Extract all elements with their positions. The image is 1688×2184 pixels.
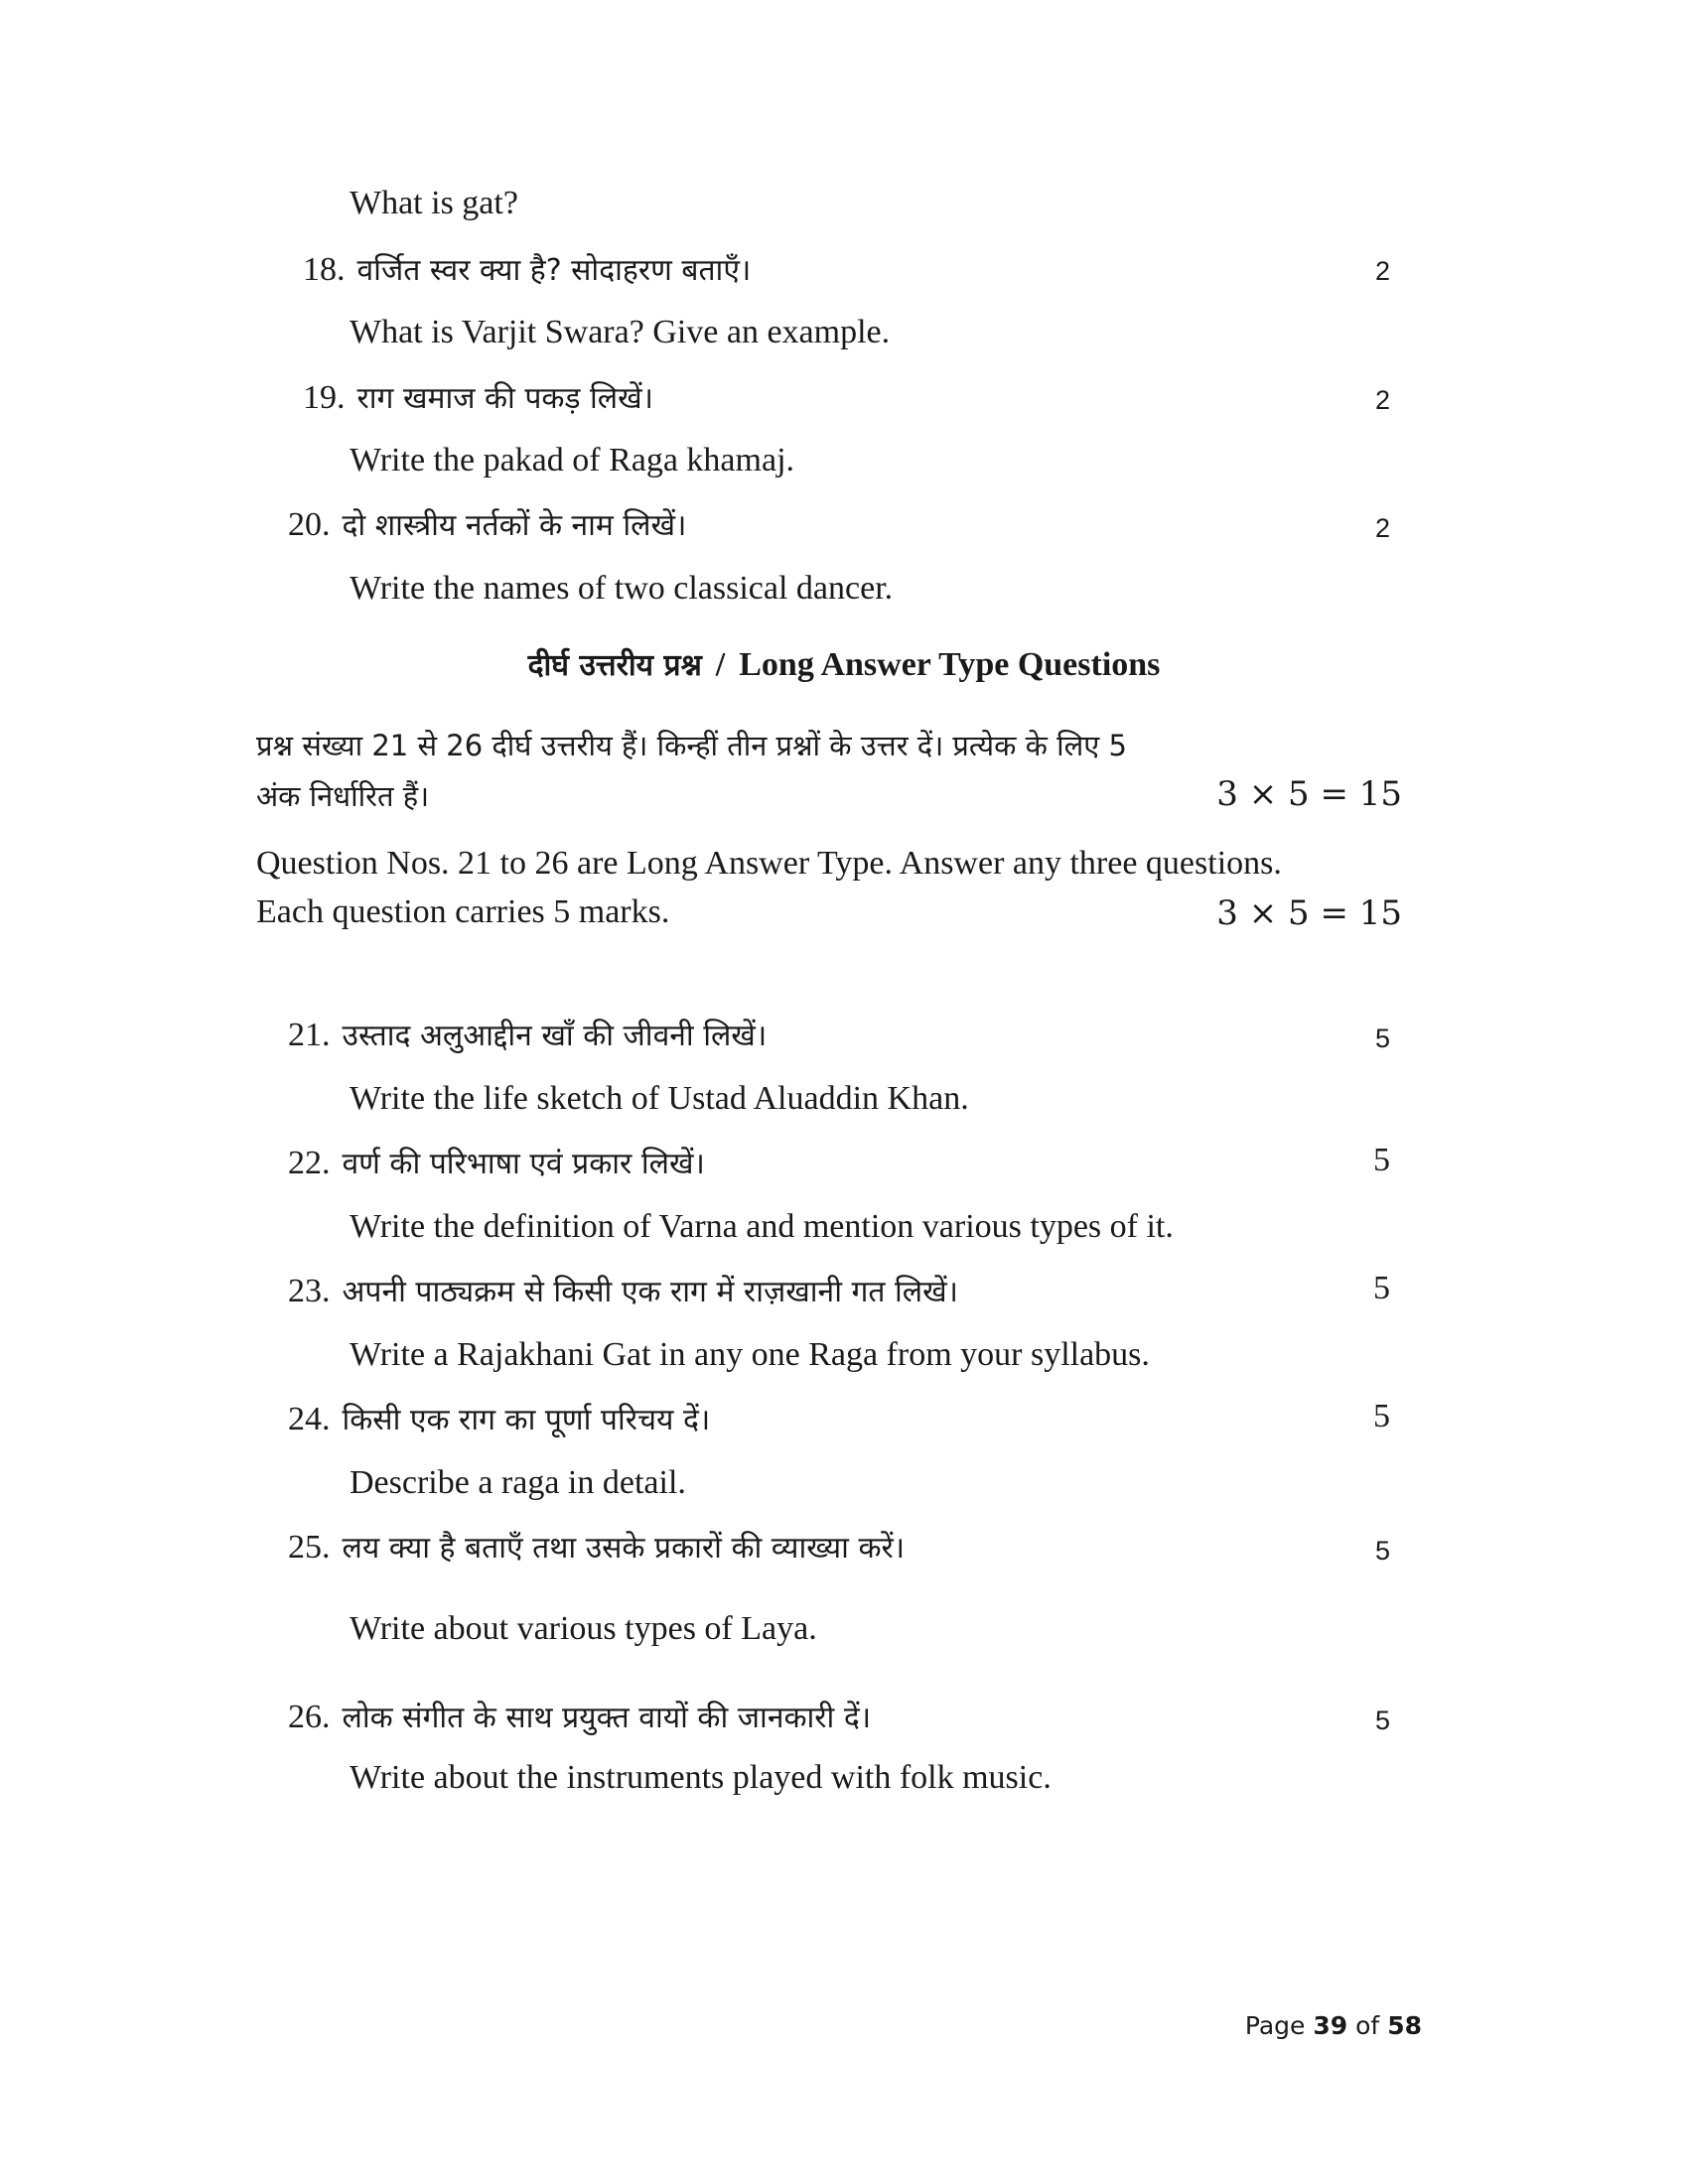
question-english: Write about the instruments played with folk music.: [350, 1759, 1052, 1796]
question-number: 25.: [288, 1529, 331, 1566]
question-marks: 5: [1374, 1536, 1390, 1566]
question-hindi: अपनी पाठ्यक्रम से किसी एक राग में राज़खानी गत लिखें।: [342, 1275, 959, 1309]
question-23: [288, 1270, 958, 1310]
question-english: Describe a raga in detail.: [350, 1464, 686, 1501]
question-marks: 2: [1374, 256, 1390, 286]
question-hindi: लय क्या है बताएँ तथा उसके प्रकारों की व्याख्या करें।: [342, 1531, 906, 1566]
instructions-hindi-line1: प्रश्न संख्या 21 से 26 दीर्घ उत्तरीय हैं। किन्हीं तीन प्रश्नों के उत्तर दें। प्रत्येक के लिए 5: [256, 729, 1127, 762]
marks-formula: 3 × 5 = 15: [1216, 774, 1402, 814]
section-heading: [0, 643, 1688, 684]
question-26: [288, 1696, 871, 1736]
question-hindi: उस्ताद अलुआद्दीन खाँ की जीवनी लिखें।: [342, 1019, 768, 1053]
question-hindi: राग खमाज की पकड़ लिखें।: [356, 381, 654, 416]
question-24: [288, 1398, 710, 1438]
question-hindi: वर्ण की परिभाषा एवं प्रकार लिखें।: [342, 1147, 705, 1181]
question-english: Write the pakad of Raga khamaj.: [350, 442, 795, 478]
q17-english: What is gat?: [350, 185, 518, 221]
question-number: 19.: [303, 379, 346, 416]
footer-of-word: of: [1355, 2011, 1380, 2040]
question-hindi: वर्जित स्वर क्या है? सोदाहरण बताएँ।: [356, 253, 752, 288]
marks-formula: 3 × 5 = 15: [1216, 893, 1402, 933]
question-19: [303, 376, 653, 417]
question-number: 21.: [288, 1017, 331, 1053]
question-18: [303, 248, 751, 289]
question-22: [288, 1142, 705, 1182]
instructions-english-line1: Question Nos. 21 to 26 are Long Answer Type. Answer any three questions.: [256, 845, 1282, 882]
heading-hindi: दीर्घ उत्तरीय प्रश्न: [527, 648, 702, 683]
question-english: Write the names of two classical dancer.: [350, 570, 894, 607]
question-hindi: दो शास्त्रीय नर्तकों के नाम लिखें।: [342, 508, 687, 543]
question-25: [288, 1526, 905, 1567]
question-hindi: लोक संगीत के साथ प्रयुक्त वायों की जानकारी दें।: [342, 1701, 872, 1735]
question-21: [288, 1014, 767, 1054]
question-marks: 2: [1374, 385, 1390, 415]
footer-total-pages: 58: [1387, 2011, 1422, 2040]
question-marks: 2: [1374, 513, 1390, 543]
question-number: 26.: [288, 1699, 331, 1735]
question-marks: 5: [1373, 1270, 1390, 1306]
question-number: 24.: [288, 1401, 331, 1437]
page-footer: [1245, 2011, 1422, 2040]
footer-current-page: 39: [1313, 2011, 1348, 2040]
question-20: [288, 503, 686, 544]
question-hindi: किसी एक राग का पूर्णा परिचय दें।: [342, 1403, 711, 1437]
question-marks: 5: [1374, 1706, 1390, 1735]
question-english: Write a Rajakhani Gat in any one Raga from your syllabus.: [350, 1336, 1150, 1373]
heading-separator: /: [715, 646, 726, 683]
footer-page-word: Page: [1244, 2011, 1306, 2040]
instructions-english-line2: Each question carries 5 marks.: [256, 893, 670, 930]
question-english: Write the life sketch of Ustad Aluaddin Khan.: [350, 1080, 969, 1117]
question-number: 20.: [288, 506, 331, 543]
heading-english: Long Answer Type Questions: [739, 646, 1161, 683]
question-number: 18.: [303, 251, 346, 288]
instructions-hindi-line2: अंक निर्धारित हैं।: [256, 779, 430, 813]
question-english: Write about various types of Laya.: [350, 1610, 817, 1647]
question-marks: 5: [1373, 1142, 1390, 1178]
question-english: What is Varjit Swara? Give an example.: [350, 314, 891, 350]
question-number: 23.: [288, 1273, 331, 1309]
question-marks: 5: [1373, 1398, 1390, 1434]
question-marks: 5: [1374, 1024, 1390, 1053]
question-english: Write the definition of Varna and mention various types of it.: [350, 1208, 1174, 1245]
question-number: 22.: [288, 1145, 331, 1181]
